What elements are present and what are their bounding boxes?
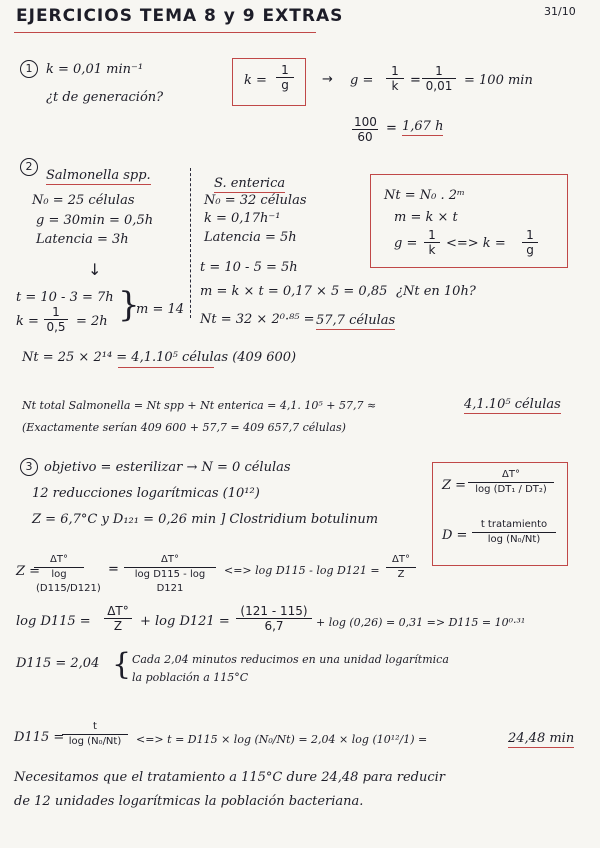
ex1-g-frac2: $\frac{1}{0,01}$ [422,64,456,93]
formula-g-frac: $\frac{1}{k}$ [424,228,440,257]
formula-nt: Nt = N₀ . 2ᵐ [384,188,465,203]
enterica-t: t = 10 - 5 = 5h [200,260,298,275]
ex1-arrow: → [322,72,333,87]
z2-frac1: $\frac{\Delta T^\circ}{\log (D115/D121)}$ [36,554,101,594]
log-d115-lhs: log D115 = [16,614,91,629]
enterica-latency: Latencia = 5h [204,230,297,245]
ex1-conv-eq: = [386,121,397,136]
conclusion-line2: de 12 unidades logarítmicas la población bacteriana. [14,794,364,809]
log-mid: + log D121 = [140,614,230,629]
ex2-exact-note: (Exactamente serían 409 600 + 57,7 = 409 657,7 células) [22,421,346,434]
ex2-question: ¿Nt en 10h? [396,284,476,299]
title-underline [14,32,316,33]
ex1-g-frac1: $\frac{1}{k}$ [386,64,404,93]
enterica-n0: N₀ = 32 células [204,193,307,208]
ex2-total-lhs: Nt total Salmonella = Nt spp + Nt enterica = 4,1. 10⁵ + 57,7 ≈ [22,399,377,412]
ex3-line3: Z = 6,7°C y D₁₂₁ = 0,26 min ] Clostridium botulinum [32,512,379,527]
ex1-k-given: k = 0,01 min⁻¹ [46,62,144,77]
ex1-question: ¿t de generación? [46,90,164,105]
salmonella-g: g = 30min = 0,5h [36,213,154,228]
salmonella-n0: N₀ = 25 células [32,193,135,208]
ex3-line2: 12 reducciones logarítmicas (10¹²) [32,486,260,501]
formula-k-frac: $\frac{1}{g}$ [522,228,538,257]
salmonella-k-lhs: k = [16,314,39,329]
z2-eq: = [108,562,119,577]
salmonella-m: m = 14 [136,302,185,317]
ex1-conversion-frac: $\frac{100}{60}$ [354,115,377,144]
enterica-title: S. enterica [214,176,286,191]
ex1-g-result: = 100 min [464,73,533,88]
enterica-m: m = k × t = 0,17 × 5 = 0,85 [200,284,388,299]
page-number: 31/10 [544,5,576,18]
final-mid: <=> t = D115 × log (N₀/Nt) = 2,04 × log (10¹²/1) = [136,733,428,746]
salmonella-nt: Nt = 25 × 2¹⁴ = 4,1.10⁵ células (409 600) [22,350,297,365]
log-frac2: $\frac{(121 - 115)}{6,7}$ [236,604,312,633]
ex1-box-lhs: k = [244,73,267,88]
exercise-3-number: 3 [20,458,38,476]
z2-frac2: $\frac{\Delta T^\circ}{\text{log D115 - log D121}}$ [124,553,216,596]
salmonella-title: Salmonella spp. [46,168,151,183]
d115-value: D115 = 2,04 [16,656,100,671]
ex2-total-res: 4,1.10⁵ células [464,397,561,412]
salmonella-k-frac: $\frac{1}{0,5}$ [44,305,68,334]
ex1-box-frac: $\frac{1}{g}$ [276,63,294,92]
enterica-nt-res: 57,7 células [316,313,396,328]
z2-rhs-frac: $\frac{\Delta T^\circ}{Z}$ [386,553,416,582]
conclusion-line1: Necesitamos que el tratamiento a 115°C dure 24,48 para reducir [14,770,445,785]
box-d-frac: t tratamiento log (N₀/Nt) [472,518,556,547]
formula-m: m = k × t [394,210,458,225]
ex1-g-lhs: g = [350,73,374,88]
down-arrow: ↓ [88,260,102,279]
final-result: 24,48 min [508,731,575,746]
ex1-conv-result: 1,67 h [402,119,444,134]
salmonella-brace: } [118,285,140,325]
box-z-lhs: Z = [442,478,467,493]
log-frac1: $\frac{\Delta T^\circ}{Z}$ [104,604,132,633]
ex1-eq: = [410,73,421,88]
formula-g-lhs: g = [394,236,418,251]
salmonella-t: t = 10 - 3 = 7h [16,290,114,305]
column-divider [190,168,191,318]
salmonella-k-res: = 2h [76,314,108,329]
box-d-lhs: D = [442,528,468,543]
salmonella-latency: Latencia = 3h [36,232,129,247]
z2-lhs: Z = [16,564,41,579]
exercise-2-number: 2 [20,158,38,176]
d115-note-line1: Cada 2,04 minutos reducimos en una unidad logarítmica [132,653,449,666]
log-rhs: + log (0,26) = 0,31 => D115 = 10⁰·³¹ [316,616,526,629]
ex3-line1: objetivo = esterilizar → N = 0 células [44,460,291,475]
d115-brace: { [112,647,132,682]
z2-rhs: <=> log D115 - log D121 = [224,564,380,577]
page-title: EJERCICIOS TEMA 8 y 9 EXTRAS [16,6,344,26]
exercise-1-number: 1 [20,60,38,78]
formula-equiv: <=> k = [446,236,506,251]
enterica-k: k = 0,17h⁻¹ [204,211,281,226]
final-frac: $\frac{t}{\text{log (N₀/Nt)}}$ [62,720,128,749]
d115-note-line2: la población a 115°C [132,671,249,684]
salmonella-nt-underline [118,367,214,368]
box-z-frac: $\frac{\Delta T^\circ}{\text{log (DT₁ / DT₂)}}$ [468,468,554,497]
final-lhs: D115 = [14,730,65,745]
enterica-nt-lhs: Nt = 32 × 2⁰·⁸⁵ = [200,312,315,327]
